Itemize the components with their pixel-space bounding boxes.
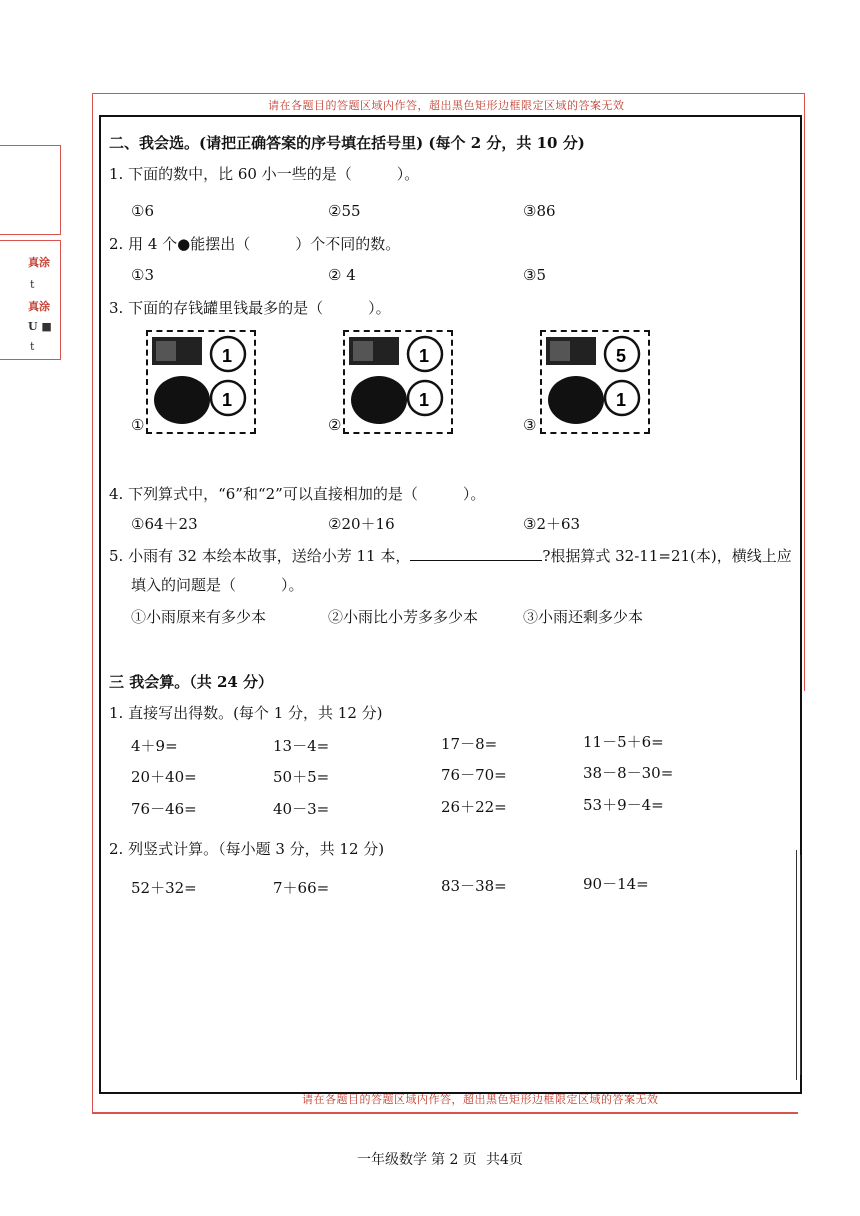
scan-line-1: [796, 850, 797, 1080]
piggy-bank-box-3: [540, 330, 650, 434]
section3-part2-title: 2. 列竖式计算。（每小题 3 分，共 12 分): [109, 840, 385, 858]
piggy-bank-image-3: [542, 332, 648, 432]
header-notice: 请在各题目的答题区域内作答，超出黑色矩形边框限定区域的答案无效: [268, 99, 625, 112]
side-mark-1: 真涂: [28, 256, 50, 269]
coin-3a-label: 5: [616, 346, 627, 366]
scan-line-2: [800, 855, 801, 1075]
q5-text: [109, 545, 792, 566]
calc-r3-c2: 40－3=: [273, 800, 330, 818]
q5-option-1: ①小雨原来有多少本: [131, 608, 267, 626]
calc-r2-c2: 50＋5=: [273, 768, 330, 786]
coin-1b-label: 1: [222, 390, 233, 410]
calc-r3-c3: 26＋22=: [441, 798, 507, 816]
piggy-bank-box-2: [343, 330, 453, 434]
calc-r3-c4: 53＋9－4=: [583, 796, 664, 814]
coin-3b-label: 1: [616, 390, 627, 410]
vertical-calc-4: 90－14=: [583, 875, 649, 893]
q2-option-3: ③5: [523, 266, 546, 284]
vertical-calc-2: 7＋66=: [273, 879, 330, 897]
side-mark-2: 真涂: [28, 300, 50, 313]
q2-option-1: ①3: [131, 266, 154, 284]
footer-page: 第 2 页: [431, 1152, 477, 1168]
q5-text-before-blank: 5. 小雨有 32 本绘本故事，送给小芳 11 本，: [109, 547, 411, 565]
piggy-bank-image-2: [345, 332, 451, 432]
piggy-bank-image-1: [148, 332, 254, 432]
q3-option-3: ③: [523, 416, 537, 434]
coin-1a-label: 1: [222, 346, 233, 366]
side-t-2: t: [30, 340, 35, 353]
q5-option-2: ②小雨比小芳多多少本: [328, 608, 479, 626]
section3-part1-title: 1. 直接写出得数。(每个 1 分，共 12 分): [109, 704, 383, 722]
q3-text: 3. 下面的存钱罐里钱最多的是（ ）。: [109, 299, 391, 317]
right-red-rule: [804, 93, 805, 691]
q5-text-after-blank: ?根据算式 32-11=21(本)，横线上应: [542, 547, 792, 565]
bottom-red-rule: [92, 1112, 798, 1114]
side-box-top: [0, 145, 61, 235]
side-t-1: t: [30, 278, 35, 291]
footer-grade: 一年级数学: [357, 1152, 427, 1168]
top-red-rule: [92, 93, 804, 94]
q4-option-1: ①64＋23: [131, 515, 198, 533]
vertical-calc-3: 83－38=: [441, 877, 507, 895]
calc-r2-c1: 20＋40=: [131, 768, 197, 786]
section2-title: 二、我会选。(请把正确答案的序号填在括号里) (每个 2 分，共 10 分): [109, 134, 585, 152]
calc-r1-c4: 11－5＋6=: [583, 733, 664, 751]
section3-title: 三 我会算。（共 24 分）: [109, 673, 274, 691]
q4-text: 4. 下列算式中，“6”和“2”可以直接相加的是（ ）。: [109, 485, 486, 503]
calc-r1-c1: 4＋9=: [131, 737, 178, 755]
q3-option-2: ②: [328, 416, 342, 434]
q2-option-2: ② 4: [328, 266, 356, 284]
calc-r3-c1: 76－46=: [131, 800, 197, 818]
q5-text-line2: 填入的问题是（ ）。: [131, 576, 304, 594]
q2-text: 2. 用 4 个●能摆出（ ）个不同的数。: [109, 235, 401, 253]
footer-total: 共4页: [486, 1152, 523, 1168]
q1-option-1: ①6: [131, 202, 154, 220]
q1-option-2: ②55: [328, 202, 361, 220]
q3-option-1: ①: [131, 416, 145, 434]
q4-option-3: ③2＋63: [523, 515, 581, 533]
calc-r2-c3: 76－70=: [441, 766, 507, 784]
footer-notice: 请在各题目的答题区域内作答，超出黑色矩形边框限定区域的答案无效: [302, 1093, 659, 1106]
calc-r2-c4: 38－8－30=: [583, 764, 674, 782]
coin-2a-label: 1: [419, 346, 430, 366]
coin-2b-label: 1: [419, 390, 430, 410]
side-t-3: U ■: [28, 320, 52, 333]
q4-option-2: ②20＋16: [328, 515, 395, 533]
q1-option-3: ③86: [523, 202, 556, 220]
calc-r1-c3: 17－8=: [441, 735, 498, 753]
q1-text: 1. 下面的数中，比 60 小一些的是（ ）。: [109, 165, 420, 183]
q5-option-3: ③小雨还剩多少本: [523, 608, 644, 626]
q5-answer-blank: [410, 546, 542, 561]
calc-r1-c2: 13－4=: [273, 737, 330, 755]
vertical-calc-1: 52＋32=: [131, 879, 197, 897]
left-red-rule: [92, 93, 93, 1113]
answer-area-frame: [99, 115, 802, 1094]
piggy-bank-box-1: [146, 330, 256, 434]
